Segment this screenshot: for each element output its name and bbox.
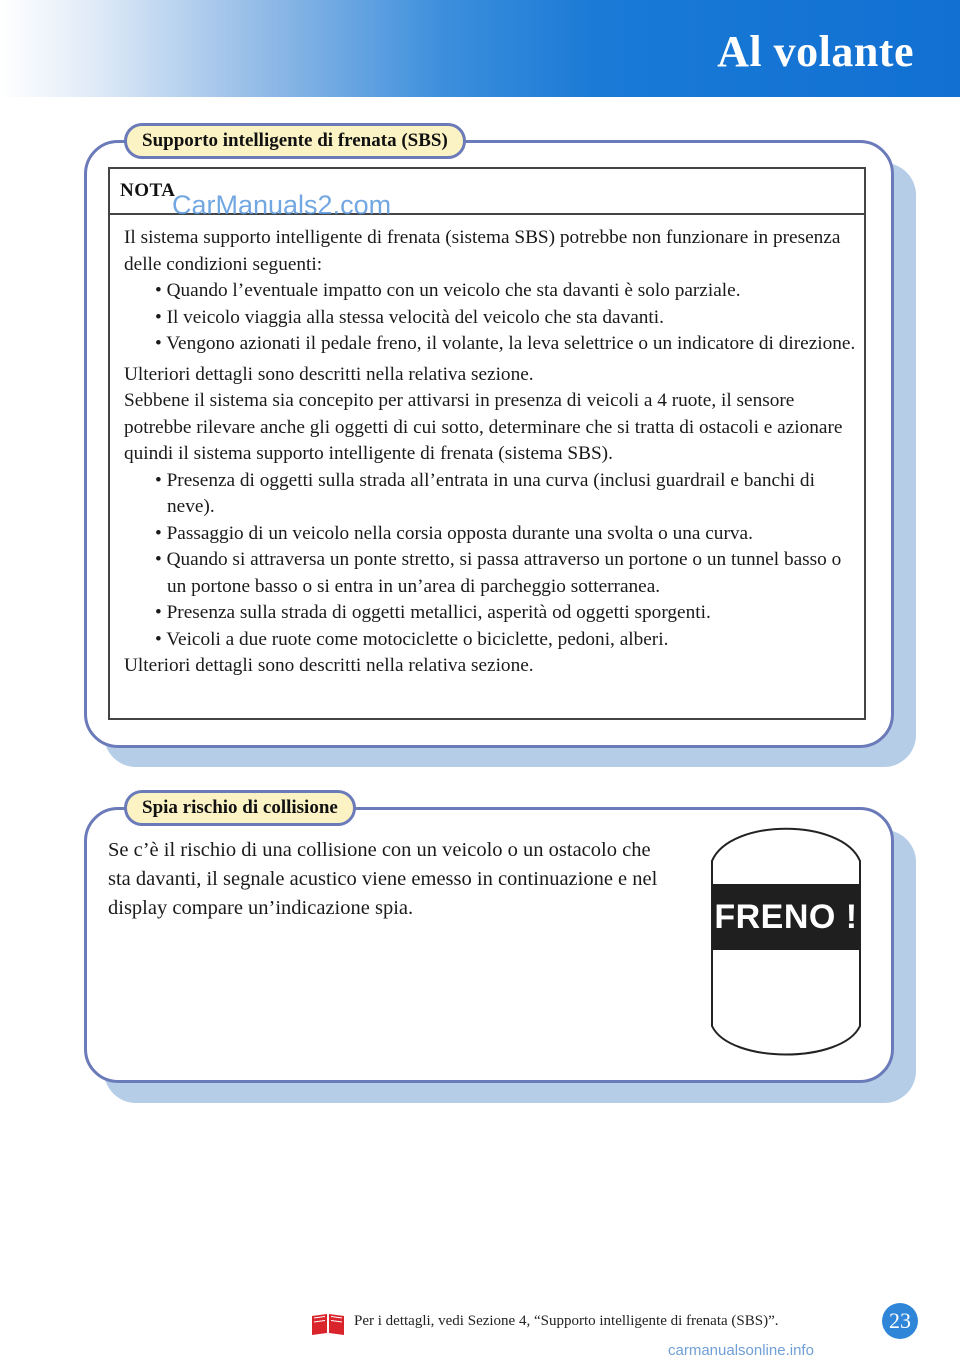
condition-item: • Quando l’eventuale impatto con un veicolo che sta davanti è solo parziale.	[155, 280, 741, 301]
note-details: Ulteriori dettagli sono descritti nella relativa sezione.	[124, 363, 534, 385]
object-item: • Passaggio di un veicolo nella corsia opposta durante una svolta o una curva.	[155, 522, 753, 544]
page-header	[0, 0, 960, 97]
condition-item: • Il veicolo viaggia alla stessa velocità del veicolo che sta davanti.	[155, 306, 664, 328]
note-paragraph: Sebbene il sistema sia concepito per attivarsi in presenza di veicoli a 4 ruote, il sensore potrebbe rilevare anche gli oggetti di cui sotto, determinare che si tratta di ostacoli e azionare quindi il sistema supporto intelligente di frenata (sistema SBS).	[124, 390, 843, 464]
collision-description: Se c’è il rischio di una collisione con un veicolo o un ostacolo che sta davanti, il segnale acustico viene emesso in continuazione e nel display compare un’indicazione spia.	[108, 839, 658, 919]
object-item: • Veicoli a due ruote come motociclette o biciclette, pedoni, alberi.	[155, 628, 669, 650]
footer-reference: Per i dettagli, vedi Sezione 4, “Supporto intelligente di frenata (SBS)”.	[354, 1313, 779, 1329]
footer-watermark: carmanualsonline.info	[668, 1342, 814, 1359]
note-label: NOTA	[120, 180, 176, 201]
brake-warning-label: FRENO !	[714, 898, 858, 936]
note-box	[108, 167, 866, 720]
note-body	[124, 225, 864, 680]
watermark-logo: CarManuals2.com	[172, 190, 392, 220]
note-header	[110, 169, 864, 220]
condition-item: • Vengono azionati il pedale freno, il volante, la leva selettrice o un indicatore di direzione.	[155, 333, 856, 354]
sbs-section-tag: Supporto intelligente di frenata (SBS)	[124, 123, 466, 159]
note-details: Ulteriori dettagli sono descritti nella relativa sezione.	[124, 655, 534, 676]
object-item: • Quando si attraversa un ponte stretto, si passa attraverso un portone o un tunnel basso o un portone basso o si entra in un’area di parcheggio sotterranea.	[155, 549, 842, 597]
page-number: 23	[882, 1303, 918, 1339]
collision-section-tag: Spia rischio di collisione	[124, 790, 356, 826]
object-item: • Presenza di oggetti sulla strada all’entrata in una curva (inclusi guardrail e banchi di neve).	[155, 469, 815, 517]
page-title: Al volante	[717, 27, 914, 76]
note-intro: Il sistema supporto intelligente di frenata (sistema SBS) potrebbe non funzionare in presenza delle condizioni seguenti:	[124, 227, 841, 275]
book-icon	[311, 1312, 345, 1336]
object-item: • Presenza sulla strada di oggetti metallici, asperità od oggetti sporgenti.	[155, 602, 711, 623]
